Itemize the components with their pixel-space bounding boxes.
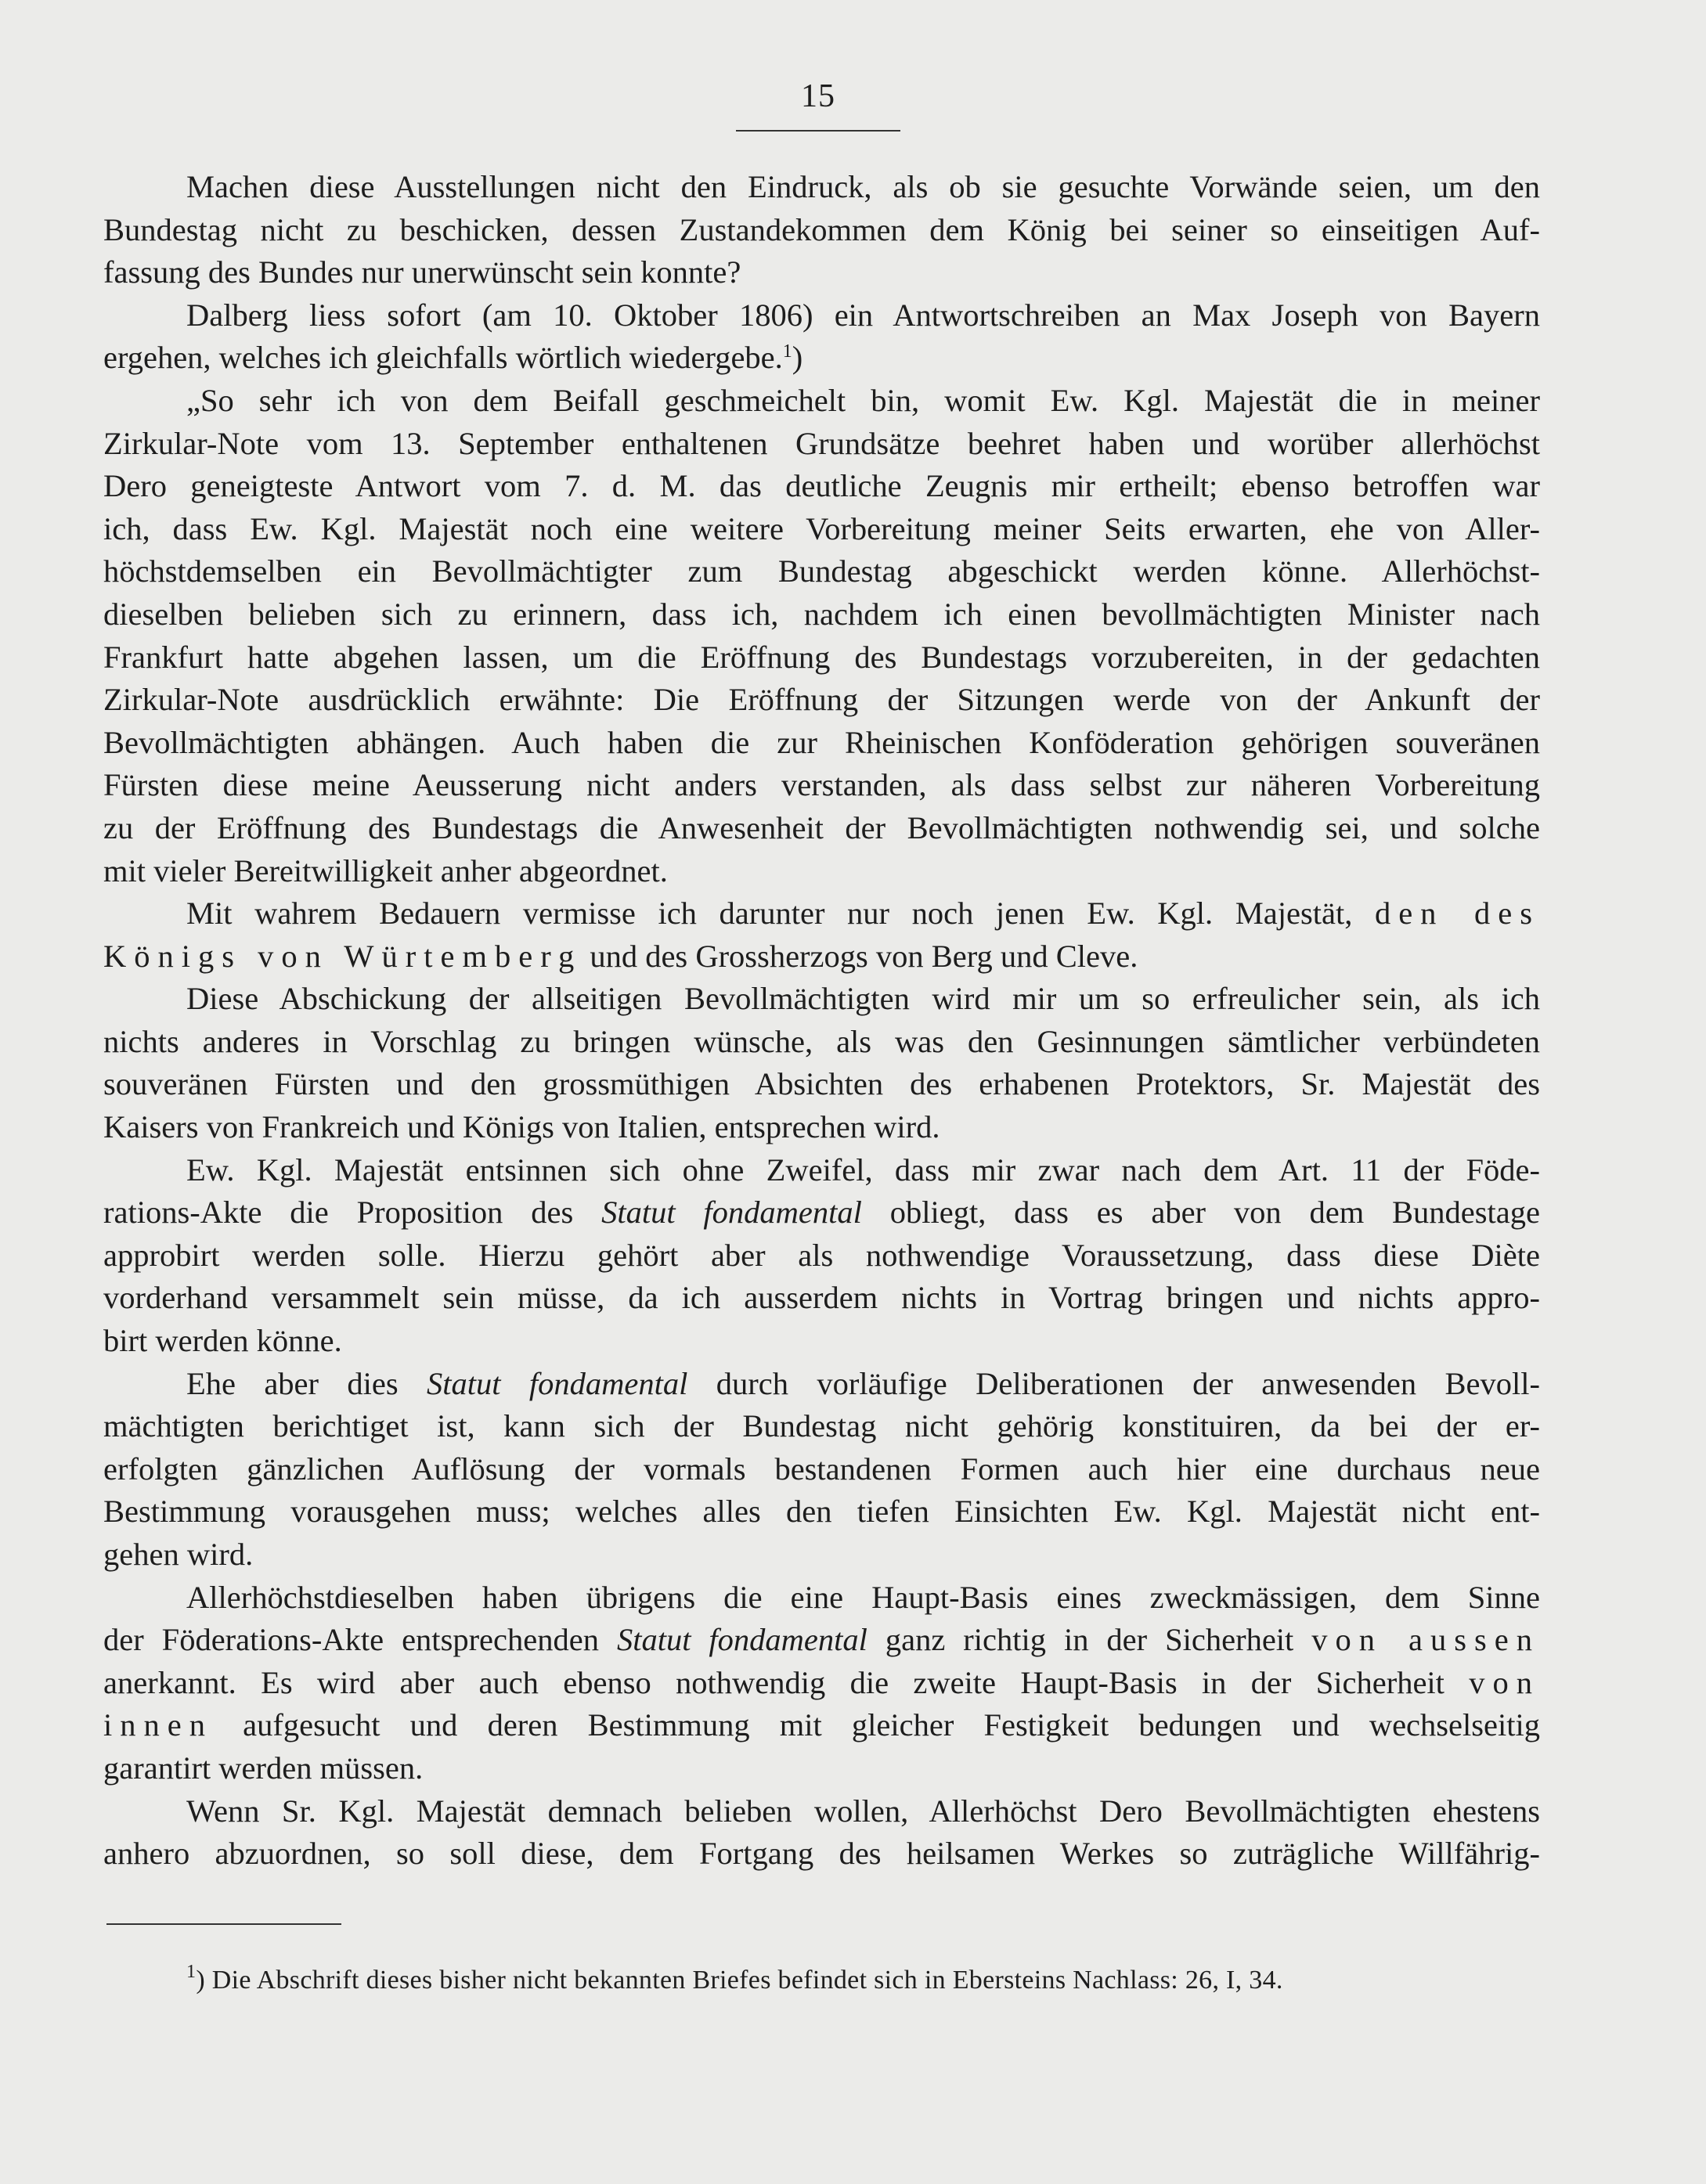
text-line: Dero geneigteste Antwort vom 7. d. M. das deutliche Zeugnis mir ertheilt; ebenso betroffen war — [103, 468, 1540, 504]
text-segment: Ehe aber dies — [186, 1365, 399, 1401]
text-line: zu der Eröffnung des Bundestags die Anwesenheit der Bevollmächtigten nothwendig sei, und solche — [103, 809, 1540, 845]
text-line: Frankfurt hatte abgehen lassen, um die Eröffnung des Bundestags vorzubereiten, in der gedachten — [103, 639, 1540, 675]
spaced-text: von — [1469, 1664, 1541, 1700]
text-line: garantirt werden müssen. — [103, 1750, 424, 1786]
text-line: Allerhöchstdieselben haben übrigens die eine Haupt-Basis eines zweckmässigen, dem Sinne — [186, 1579, 1540, 1615]
text-line: souveränen Fürsten und den grossmüthigen Absichten des erhabenen Protektors, Sr. Majestät des — [103, 1066, 1540, 1102]
footnote-rule — [106, 1923, 341, 1925]
text-line: Bundestag nicht zu beschicken, dessen Zustandekommen dem König bei seiner so einseitigen Auf- — [103, 211, 1540, 247]
text-line: Dalberg liess sofort (am 10. Oktober 1806) ein Antwortschreiben an Max Joseph von Bayern — [186, 297, 1540, 333]
paragraph — [103, 1577, 1540, 1790]
paragraph — [103, 1363, 1540, 1577]
text-line: gehen wird. — [103, 1537, 254, 1572]
footnote-marker: 1 — [186, 1962, 197, 1982]
text-line: „So sehr ich von dem Beifall geschmeichelt bin, womit Ew. Kgl. Majestät die in meiner — [186, 382, 1540, 418]
text-line: birt werden könne. — [103, 1323, 342, 1359]
text-line: approbirt werden solle. Hierzu gehört aber als nothwendige Voraussetzung, dass diese Diète — [103, 1237, 1540, 1273]
text-line: Diese Abschickung der allseitigen Bevollmächtigten wird mir um so erfreulicher sein, als ich — [186, 981, 1540, 1017]
paragraph — [103, 166, 1540, 294]
text-segment: der Föderations-Akte entsprechenden — [103, 1622, 599, 1658]
text-segment: Mit wahrem Bedauern vermisse ich darunter nur noch jenen Ew. Kgl. Majestät, — [186, 896, 1353, 932]
text-line: mit vieler Bereitwilligkeit anher abgeordnet. — [103, 852, 668, 888]
text-line — [103, 1363, 1540, 1406]
text-line: dieselben belieben sich zu erinnern, dass ich, nachdem ich einen bevollmächtigten Minister nach — [103, 596, 1540, 632]
spaced-text: von aussen — [1311, 1622, 1540, 1658]
text-segment: anerkannt. Es wird aber auch ebenso nothwendig die zweite Haupt-Basis in der Sicherheit — [103, 1664, 1445, 1700]
paragraph — [103, 294, 1540, 380]
text-segment: ) — [792, 340, 803, 376]
paragraph — [103, 978, 1540, 1148]
footnote-ref: 1 — [782, 341, 792, 362]
text-line: nichts anderes in Vorschlag zu bringen wünsche, als was den Gesinnungen sämtlicher verbündeten — [103, 1023, 1540, 1059]
italic-text: Statut fondamental — [616, 1622, 867, 1658]
paragraph — [103, 380, 1540, 892]
body-text — [103, 166, 1540, 1876]
spaced-text: innen — [103, 1707, 213, 1743]
text-segment: ergehen, welches ich gleichfalls wörtlich wiedergebe. — [103, 340, 783, 376]
text-line: ich, dass Ew. Kgl. Majestät noch eine weitere Vorbereitung meiner Seits erwarten, ehe von Aller- — [103, 510, 1540, 546]
text-line: Bevollmächtigten abhängen. Auch haben die zur Rheinischen Konföderation gehörigen souveränen — [103, 724, 1540, 760]
text-line: Kaisers von Frankreich und Königs von Italien, entsprechen wird. — [103, 1109, 940, 1145]
header-rule — [736, 130, 900, 132]
text-line: fassung des Bundes nur unerwünscht sein konnte? — [103, 254, 741, 290]
text-line: erfolgten gänzlichen Auflösung der vormals bestandenen Formen auch hier eine durchaus neue — [103, 1451, 1540, 1487]
text-segment: durch vorläufige Deliberationen der anwesenden Bevoll- — [716, 1365, 1540, 1401]
paragraph — [103, 892, 1540, 978]
text-line: Machen diese Ausstellungen nicht den Eindruck, als ob sie gesuchte Vorwände seien, um den — [186, 169, 1540, 204]
text-line — [103, 1191, 1540, 1234]
text-line — [103, 892, 1540, 935]
italic-text: Statut fondamental — [601, 1195, 862, 1231]
text-line — [103, 935, 1540, 978]
text-line: mächtigten berichtiget ist, kann sich der Bundestag nicht gehörig konstituiren, da bei der er- — [103, 1408, 1540, 1444]
paragraph — [103, 1790, 1540, 1876]
text-line — [103, 1619, 1540, 1662]
text-line: Bestimmung vorausgehen muss; welches alles den tiefen Einsichten Ew. Kgl. Majestät nicht ent- — [103, 1494, 1540, 1530]
paragraph — [103, 1149, 1540, 1363]
footnote — [186, 1962, 1283, 1997]
text-line: Ew. Kgl. Majestät entsinnen sich ohne Zweifel, dass mir zwar nach dem Art. 11 der Föde- — [186, 1151, 1540, 1188]
text-line — [103, 1704, 1540, 1747]
page-number: 15 — [801, 78, 835, 114]
text-line: Wenn Sr. Kgl. Majestät demnach belieben wollen, Allerhöchst Dero Bevollmächtigten ehestens — [186, 1793, 1540, 1829]
text-line — [103, 1662, 1540, 1705]
text-segment: aufgesucht und deren Bestimmung mit gleicher Festigkeit bedungen und wechselseitig — [243, 1707, 1540, 1743]
text-line: Zirkular-Note vom 13. September enthaltenen Grundsätze beehret haben und worüber allerhöchst — [103, 425, 1540, 461]
text-segment: rations-Akte die Proposition des — [103, 1195, 574, 1231]
text-line: vorderhand versammelt sein müsse, da ich ausserdem nichts in Vortrag bringen und nichts appro- — [103, 1280, 1540, 1316]
text-line: anhero abzuordnen, so soll diese, dem Fortgang des heilsamen Werkes so zuträgliche Willfährig- — [103, 1836, 1540, 1872]
text-line: Zirkular-Note ausdrücklich erwähnte: Die Eröffnung der Sitzungen werde von der Ankunft der — [103, 682, 1540, 718]
spaced-text: den des — [1374, 896, 1541, 932]
text-line — [103, 337, 1540, 380]
text-line: höchstdemselben ein Bevollmächtigter zum Bundestag abgeschickt werden könne. Allerhöchst- — [103, 553, 1540, 589]
spaced-text: Königs von Würtemberg — [103, 938, 582, 974]
text-segment: obliegt, dass es aber von dem Bundestage — [889, 1195, 1540, 1231]
footnote-text: ) Die Abschrift dieses bisher nicht bekannten Briefes befindet sich in Ebersteins Nachlass: 26, I, 34. — [196, 1966, 1283, 1995]
text-segment: und des Grossherzogs von Berg und Cleve. — [590, 938, 1138, 974]
text-line: Fürsten diese meine Aeusserung nicht anders verstanden, als dass selbst zur näheren Vorbereitung — [103, 767, 1540, 803]
italic-text: Statut fondamental — [427, 1365, 688, 1401]
text-segment: ganz richtig in der Sicherheit — [885, 1622, 1294, 1658]
